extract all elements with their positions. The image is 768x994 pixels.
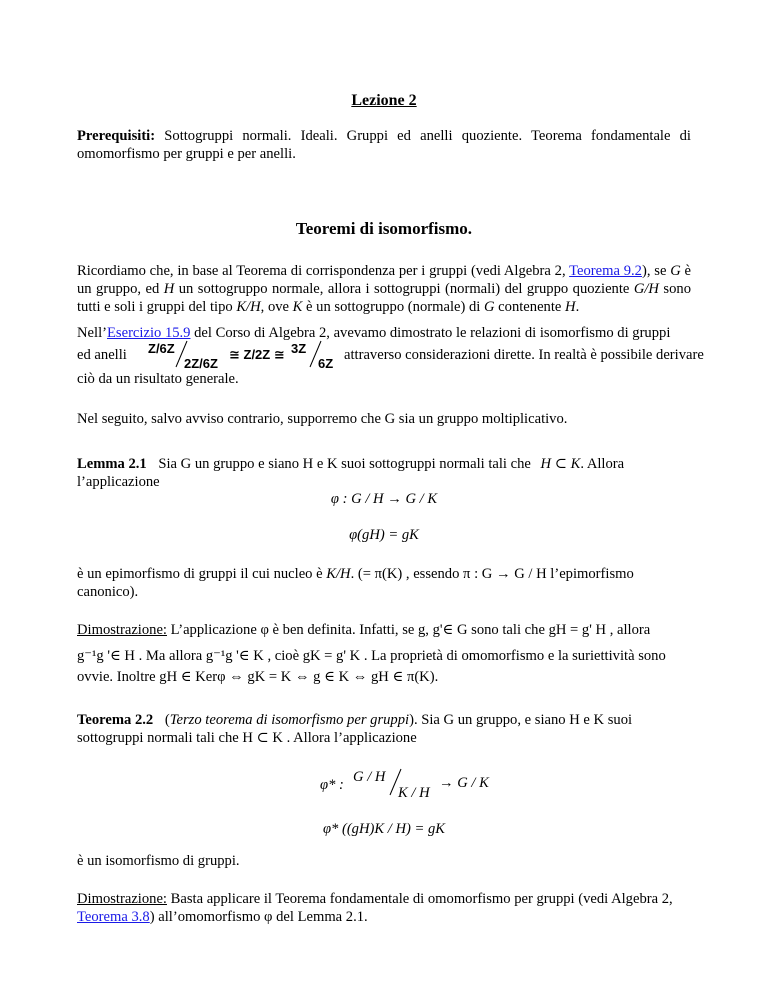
formula-num1: Z/6Z: [148, 341, 175, 356]
math: H: [163, 281, 175, 297]
link-teorema-9-2[interactable]: Teorema 9.2: [569, 263, 642, 279]
math: K: [292, 299, 303, 315]
formula-den2: 6Z: [318, 356, 334, 371]
text: sono tutti e soli i gruppi del tipo: [77, 281, 691, 315]
paragraph-multiplicative: Nel seguito, salvo avviso contrario, supporremo che G sia un gruppo moltiplicativo.: [77, 411, 568, 427]
text: Basta applicare il Teorema fondamentale di omomorfismo per gruppi (vedi Algebra 2,: [166, 891, 673, 907]
text: è un gruppo, ed: [77, 263, 691, 297]
text: è un sottogruppo (normale) di: [302, 299, 484, 315]
text: . Allora: [580, 456, 625, 472]
text: ), se: [641, 263, 671, 279]
text: del Corso di Algebra 2, avevamo dimostrato le relazioni di isomorfismo di gruppi: [190, 325, 671, 341]
text: contenente: [494, 299, 566, 315]
link-esercizio-15-9[interactable]: Esercizio 15.9: [107, 325, 191, 341]
text: ) all’omomorfismo φ del Lemma 2.1.: [149, 909, 368, 925]
proof-1-line1: [77, 621, 691, 639]
lemma-statement-line1: [77, 455, 691, 473]
map-rhs: → G / K: [439, 775, 489, 791]
text: un sottogruppo normale, allora i sottogruppi (normali) del gruppo quoziente: [174, 281, 634, 297]
link-teorema-3-8[interactable]: Teorema 3.8: [77, 909, 150, 925]
text: Ricordiamo che, in base al Teorema di corrispondenza per i gruppi (vedi Algebra 2,: [77, 263, 570, 279]
prerequisites: [77, 127, 691, 163]
paragraph-correspondence: [77, 262, 691, 316]
lemma-conclusion-line2: canonico).: [77, 584, 139, 600]
formula-den1: 2Z/6Z: [184, 356, 218, 371]
theorem-label: Teorema 2.2: [77, 712, 154, 728]
math: K/H: [236, 299, 261, 315]
text: , ove: [260, 299, 293, 315]
lemma-map-definition: φ(gH) = gK: [349, 527, 419, 543]
math: K/H: [326, 566, 351, 582]
text: .: [575, 299, 580, 315]
proof-label: Dimostrazione:: [77, 891, 167, 907]
lesson-title: Lezione 2: [351, 92, 417, 109]
text: L’applicazione φ è ben definita. Infatti, se g, g'∈ G sono tali che gH = g' H , allora: [166, 622, 651, 638]
proof-2-line1: [77, 890, 691, 908]
text: Nell’: [77, 325, 107, 341]
prerequisites-label: Prerequisiti:: [77, 128, 156, 144]
formula-mid: ≅ Z/2Z ≅: [229, 347, 285, 362]
paragraph-exercise-line2-end: attraverso considerazioni dirette. In realtà è possibile derivare: [344, 347, 704, 363]
math: H: [565, 299, 576, 315]
proof-2-line2: [77, 908, 691, 926]
math: G: [670, 263, 681, 279]
theorem-map: [320, 768, 500, 804]
theorem-conclusion: è un isomorfismo di gruppi.: [77, 853, 240, 869]
math: G/H: [633, 281, 659, 297]
lemma-map: φ : G / H → G / K: [330, 491, 438, 507]
text: . Sia G un gruppo, e siano H e K suoi: [413, 712, 633, 728]
prerequisites-text: Sottogruppi normali. Ideali. Gruppi ed anelli quoziente. Teorema fondamentale di omomorfismo per gruppi e per anelli.: [77, 128, 691, 162]
math: G: [483, 299, 495, 315]
theorem-statement-line1: Teorema 2.2 (Terzo teorema di isomorfismo per gruppi). Sia G un gruppo, e siano H e K suoi: [77, 712, 633, 728]
map-numerator: G / H: [353, 769, 386, 785]
paragraph-exercise-line3: ciò da un risultato generale.: [77, 371, 239, 387]
proof-1-line2: g⁻¹g '∈ H . Ma allora g⁻¹g '∈ K , cioè gK = g' K . La proprietà di omomorfismo e la suriettività sono: [77, 648, 666, 664]
section-heading: Teoremi di isomorfismo.: [295, 219, 473, 238]
text: è un epimorfismo di gruppi il cui nucleo è: [77, 566, 327, 582]
proof-1-line3: ovvie. Inoltre gH ∈ Kerφ ⇔ gK = K ⇔ g ∈ K ⇔ gH ∈ π(K).: [77, 669, 439, 685]
formula-num2: 3Z: [291, 341, 307, 356]
map-lhs: φ* :: [320, 777, 344, 793]
theorem-statement-line2: sottogruppi normali tali che H ⊂ K . Allora l’applicazione: [77, 730, 417, 746]
text: . (= π(K) , essendo π : G → G / H l’epimorfismo: [350, 566, 634, 582]
theorem-name: Terzo teorema di isomorfismo per gruppi: [169, 712, 410, 728]
isomorphism-formula: [148, 340, 334, 372]
paragraph-exercise-line2-start: ed anelli: [77, 347, 127, 363]
text: Sia G un gruppo e siano H e K suoi sottogruppi normali tali che: [158, 456, 531, 472]
math: H ⊂ K: [540, 456, 581, 472]
lemma-statement-line2: l’applicazione: [77, 474, 160, 490]
theorem-map-definition: φ* ((gH)K / H) = gK: [322, 821, 446, 837]
map-denominator: K / H: [398, 785, 430, 801]
proof-label: Dimostrazione:: [77, 622, 167, 638]
lemma-conclusion-line1: [77, 565, 691, 583]
lemma-label: Lemma 2.1: [77, 456, 147, 472]
